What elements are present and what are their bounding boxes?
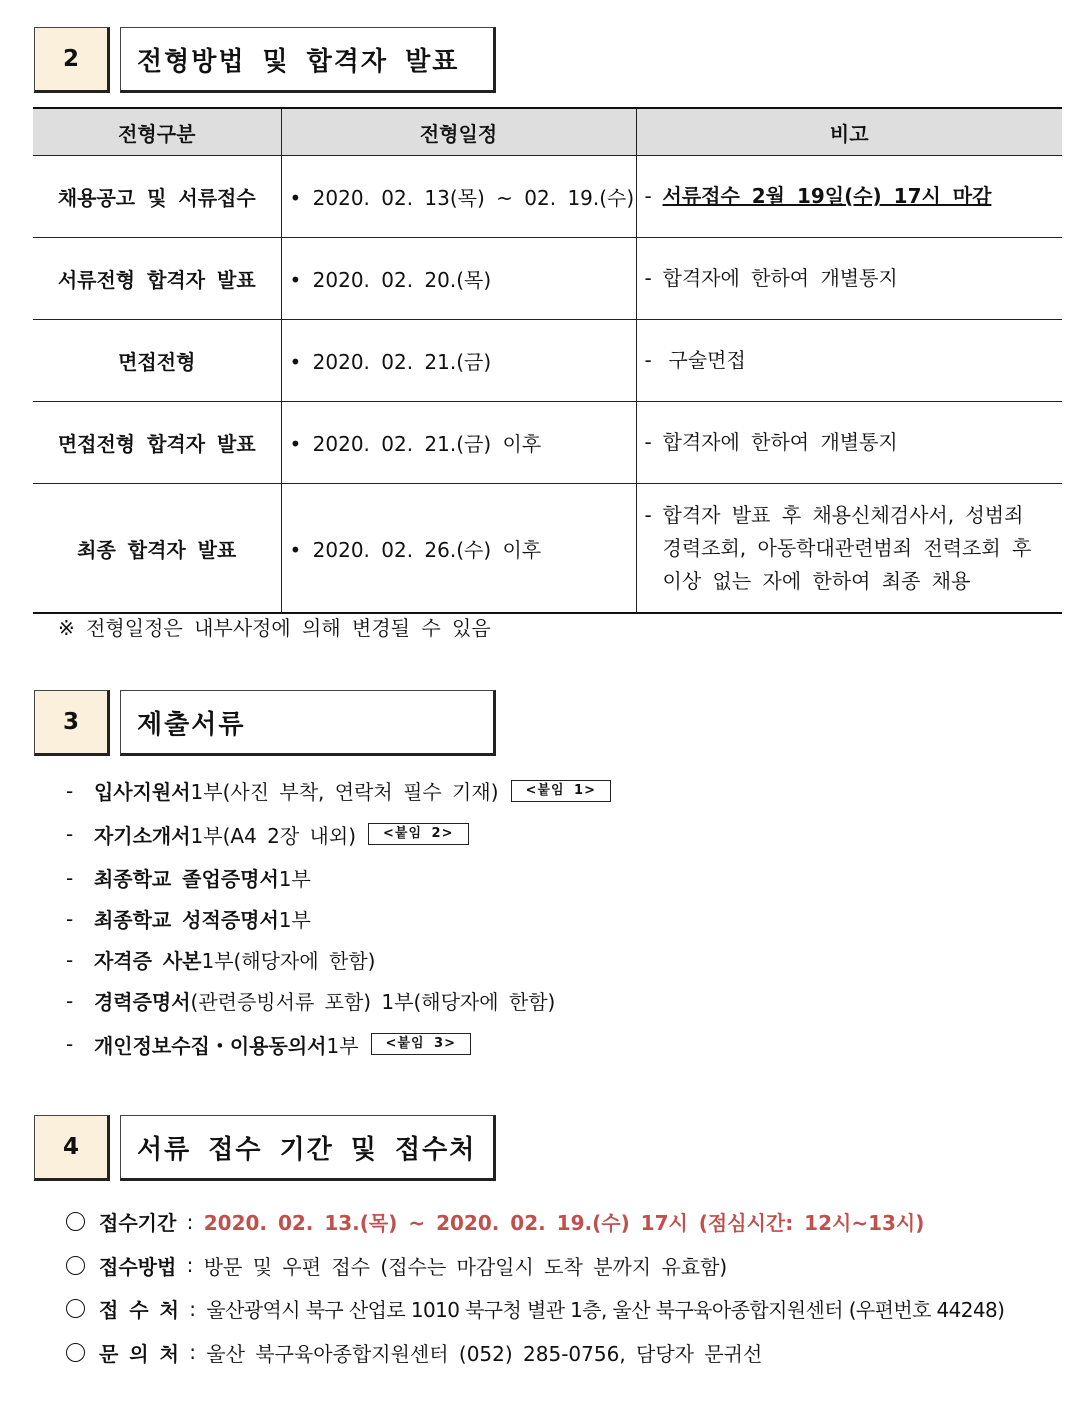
date-cell: • 2020. 02. 26.(수) 이후 [281,484,636,614]
place-value: 울산광역시 북구 산업로 1010 북구청 별관 1층, 울산 북구육아종합지원센터 (우편번호 44248) [206,1298,1005,1323]
list-item: - 자기소개서 1부(A4 2장 내외) <붙임 2> [66,811,611,857]
note-cell: - 합격자에 한하여 개별통지 [636,402,1062,484]
column-header: 전형구분 [33,108,281,156]
date-cell: • 2020. 02. 21.(금) [281,320,636,402]
category-cell: 면접전형 [33,320,281,402]
date-cell: • 2020. 02. 21.(금) 이후 [281,402,636,484]
info-label: 접 수 처 [99,1298,179,1323]
table-row [33,156,1062,238]
list-item: - 경력증명서 (관련증빙서류 포함) 1부(해당자에 한함) [66,988,556,1014]
section-number: 3 [34,690,110,756]
circle-bullet-icon [66,1299,85,1318]
list-item: 접 수 처 : 울산광역시 북구 산업로 1010 북구청 별관 1층, 울산 북구육아종합지원센터 (우편번호 44248) [66,1287,1004,1331]
method-value: 방문 및 우편 접수 (접수는 마감일시 도착 분까지 유효함) [203,1254,728,1279]
contact-value: 울산 북구육아종합지원센터 (052) 285-0756, 담당자 문귀선 [206,1341,763,1366]
column-header: 비고 [636,108,1062,156]
table-header-row [33,108,1062,156]
table-row [33,402,1062,484]
table-row [33,238,1062,320]
category-cell: 최종 합격자 발표 [33,484,281,614]
list-item: - 최종학교 졸업증명서 1부 [66,865,311,891]
category-cell: 서류전형 합격자 발표 [33,238,281,320]
attachment-tag: <붙임 3> [371,1033,471,1055]
date-cell: • 2020. 02. 13(목) ~ 02. 19.(수) [281,156,636,238]
submission-info-list [66,1200,1004,1374]
date-cell: • 2020. 02. 20.(목) [281,238,636,320]
section-number: 2 [34,27,110,93]
section-title: 전형방법 및 합격자 발표 [120,27,496,93]
note-cell: - 구술면접 [636,320,1062,402]
list-item: 접수기간 : 2020. 02. 13.(목) ~ 2020. 02. 19.(수) 17시 (점심시간: 12시~13시) [66,1200,1004,1244]
attachment-tag: <붙임 1> [511,780,611,802]
note-cell: - 합격자 발표 후 채용신체검사서, 성범죄 경력조회, 아동학대관련범죄 전력조회 후 이상 없는 자에 한하여 최종 채용 [636,484,1062,614]
required-documents-list [66,770,611,1067]
circle-bullet-icon [66,1343,85,1362]
list-item: - 개인정보수집・이용동의서 1부 <붙임 3> [66,1021,611,1067]
list-item: - 입사지원서 1부(사진 부착, 연락처 필수 기재) <붙임 1> [66,770,611,811]
info-label: 접수기간 [99,1211,177,1236]
note-cell: - 서류접수 2월 19일(수) 17시 마감 [636,156,1062,238]
category-cell: 채용공고 및 서류접수 [33,156,281,238]
deadline-note: 서류접수 2월 19일(수) 17시 마감 [662,184,992,208]
section-title: 서류 접수 기간 및 접수처 [120,1115,496,1181]
section-number: 4 [34,1115,110,1181]
circle-bullet-icon [66,1256,85,1275]
section-title: 제출서류 [120,690,496,756]
list-item: - 최종학교 성적증명서 1부 [66,906,311,932]
circle-bullet-icon [66,1212,85,1231]
category-cell: 면접전형 합격자 발표 [33,402,281,484]
info-label: 접수방법 [99,1254,177,1279]
note-cell: - 합격자에 한하여 개별통지 [636,238,1062,320]
list-item: - 자격증 사본 1부(해당자에 한함) [66,947,376,973]
list-item: 문 의 처 : 울산 북구육아종합지원센터 (052) 285-0756, 담당자 문귀선 [66,1331,1004,1375]
period-value: 2020. 02. 13.(목) ~ 2020. 02. 19.(수) 17시 (점심시간: 12시~13시) [203,1211,925,1236]
schedule-table [33,107,1062,614]
list-item: 접수방법 : 방문 및 우편 접수 (접수는 마감일시 도착 분까지 유효함) [66,1244,1004,1288]
column-header: 전형일정 [281,108,636,156]
table-row [33,484,1062,614]
attachment-tag: <붙임 2> [368,823,468,845]
table-row [33,320,1062,402]
schedule-footnote: ※ 전형일정은 내부사정에 의해 변경될 수 있음 [58,616,491,640]
info-label: 문 의 처 [99,1341,179,1366]
